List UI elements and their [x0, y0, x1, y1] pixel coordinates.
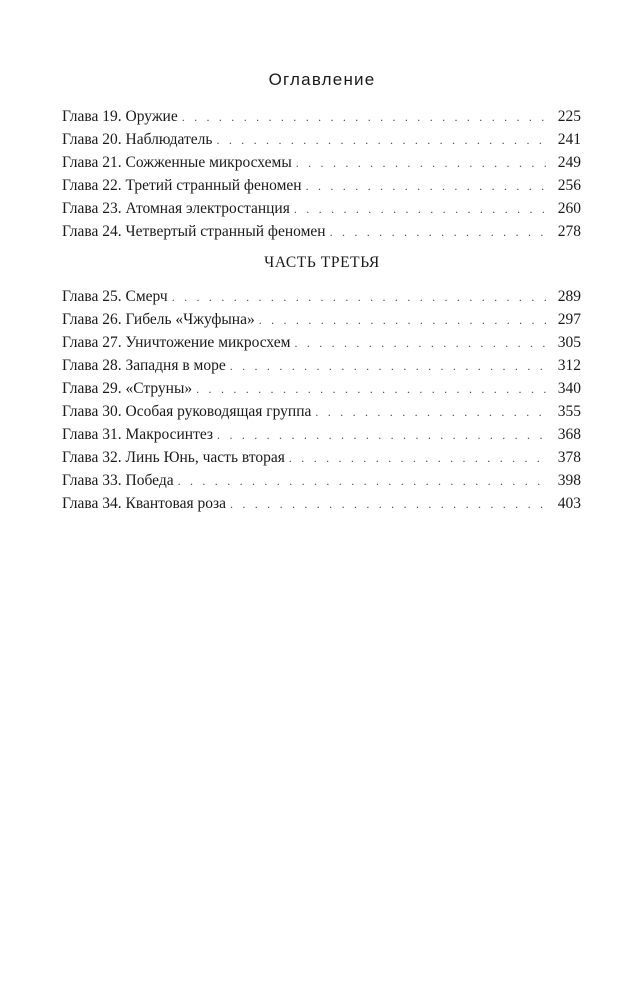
dot-leader — [330, 221, 549, 244]
toc-entry-label: Глава 29. «Струны» — [62, 380, 193, 397]
toc-entry-label: Глава 30. Особая руководящая группа — [62, 403, 312, 420]
toc-entry-page: 368 — [557, 426, 581, 443]
toc-title: Оглавление — [268, 70, 376, 89]
toc-entry[interactable] — [62, 174, 581, 197]
toc-list-part3 — [62, 285, 581, 515]
toc-entry-label: Глава 33. Победа — [62, 472, 174, 489]
dot-leader — [289, 447, 549, 470]
dot-leader — [172, 286, 549, 309]
dot-leader — [230, 493, 549, 516]
toc-entry-label: Глава 34. Квантовая роза — [62, 495, 226, 512]
toc-entry[interactable] — [62, 400, 581, 423]
toc-entry[interactable] — [62, 285, 581, 308]
toc-entry-page: 340 — [557, 380, 581, 397]
dot-leader — [182, 106, 549, 129]
toc-entry[interactable] — [62, 423, 581, 446]
toc-entry[interactable] — [62, 220, 581, 243]
toc-entry-page: 305 — [557, 334, 581, 351]
toc-entry[interactable] — [62, 377, 581, 400]
toc-entry-page: 312 — [557, 357, 581, 374]
dot-leader — [196, 378, 549, 401]
dot-leader — [230, 355, 549, 378]
toc-entry[interactable] — [62, 151, 581, 174]
dot-leader — [259, 309, 549, 332]
toc-entry-label: Глава 25. Смерч — [62, 288, 168, 305]
toc-entry-page: 256 — [557, 177, 581, 194]
dot-leader — [294, 198, 549, 221]
toc-entry-page: 398 — [557, 472, 581, 489]
toc-entry-label: Глава 23. Атомная электростанция — [62, 200, 290, 217]
toc-entry-page: 403 — [557, 495, 581, 512]
toc-entry-label: Глава 27. Уничтожение микросхем — [62, 334, 291, 351]
dot-leader — [296, 152, 549, 175]
toc-entry-label: Глава 21. Сожженные микросхемы — [62, 154, 292, 171]
toc-entry-label: Глава 19. Оружие — [62, 108, 178, 125]
toc-entry[interactable] — [62, 331, 581, 354]
dot-leader — [306, 175, 549, 198]
part-heading: ЧАСТЬ ТРЕТЬЯ — [264, 254, 380, 271]
toc-entry-label: Глава 26. Гибель «Чжуфына» — [62, 311, 255, 328]
toc-entry[interactable] — [62, 308, 581, 331]
toc-entry-page: 249 — [557, 154, 581, 171]
toc-entry[interactable] — [62, 128, 581, 151]
toc-entry[interactable] — [62, 354, 581, 377]
toc-entry-page: 289 — [557, 288, 581, 305]
toc-entry-label: Глава 22. Третий странный феномен — [62, 177, 302, 194]
toc-entry-page: 241 — [557, 131, 581, 148]
toc-entry[interactable] — [62, 446, 581, 469]
dot-leader — [216, 129, 549, 152]
toc-entry-page: 225 — [557, 108, 581, 125]
toc-entry[interactable] — [62, 469, 581, 492]
toc-entry[interactable] — [62, 197, 581, 220]
toc-entry-page: 297 — [557, 311, 581, 328]
toc-entry-page: 355 — [557, 403, 581, 420]
toc-entry-page: 260 — [557, 200, 581, 217]
dot-leader — [178, 470, 549, 493]
toc-entry-label: Глава 20. Наблюдатель — [62, 131, 213, 148]
dot-leader — [217, 424, 549, 447]
toc-entry-label: Глава 31. Макросинтез — [62, 426, 214, 443]
toc-entry-label: Глава 24. Четвертый странный феномен — [62, 223, 326, 240]
dot-leader — [294, 332, 549, 355]
toc-entry[interactable] — [62, 105, 581, 128]
toc-entry-page: 278 — [557, 223, 581, 240]
toc-entry-page: 378 — [557, 449, 581, 466]
toc-entry-label: Глава 32. Линь Юнь, часть вторая — [62, 449, 285, 466]
dot-leader — [315, 401, 549, 424]
toc-list-part2 — [62, 105, 581, 243]
toc-entry[interactable] — [62, 492, 581, 515]
toc-entry-label: Глава 28. Западня в море — [62, 357, 226, 374]
